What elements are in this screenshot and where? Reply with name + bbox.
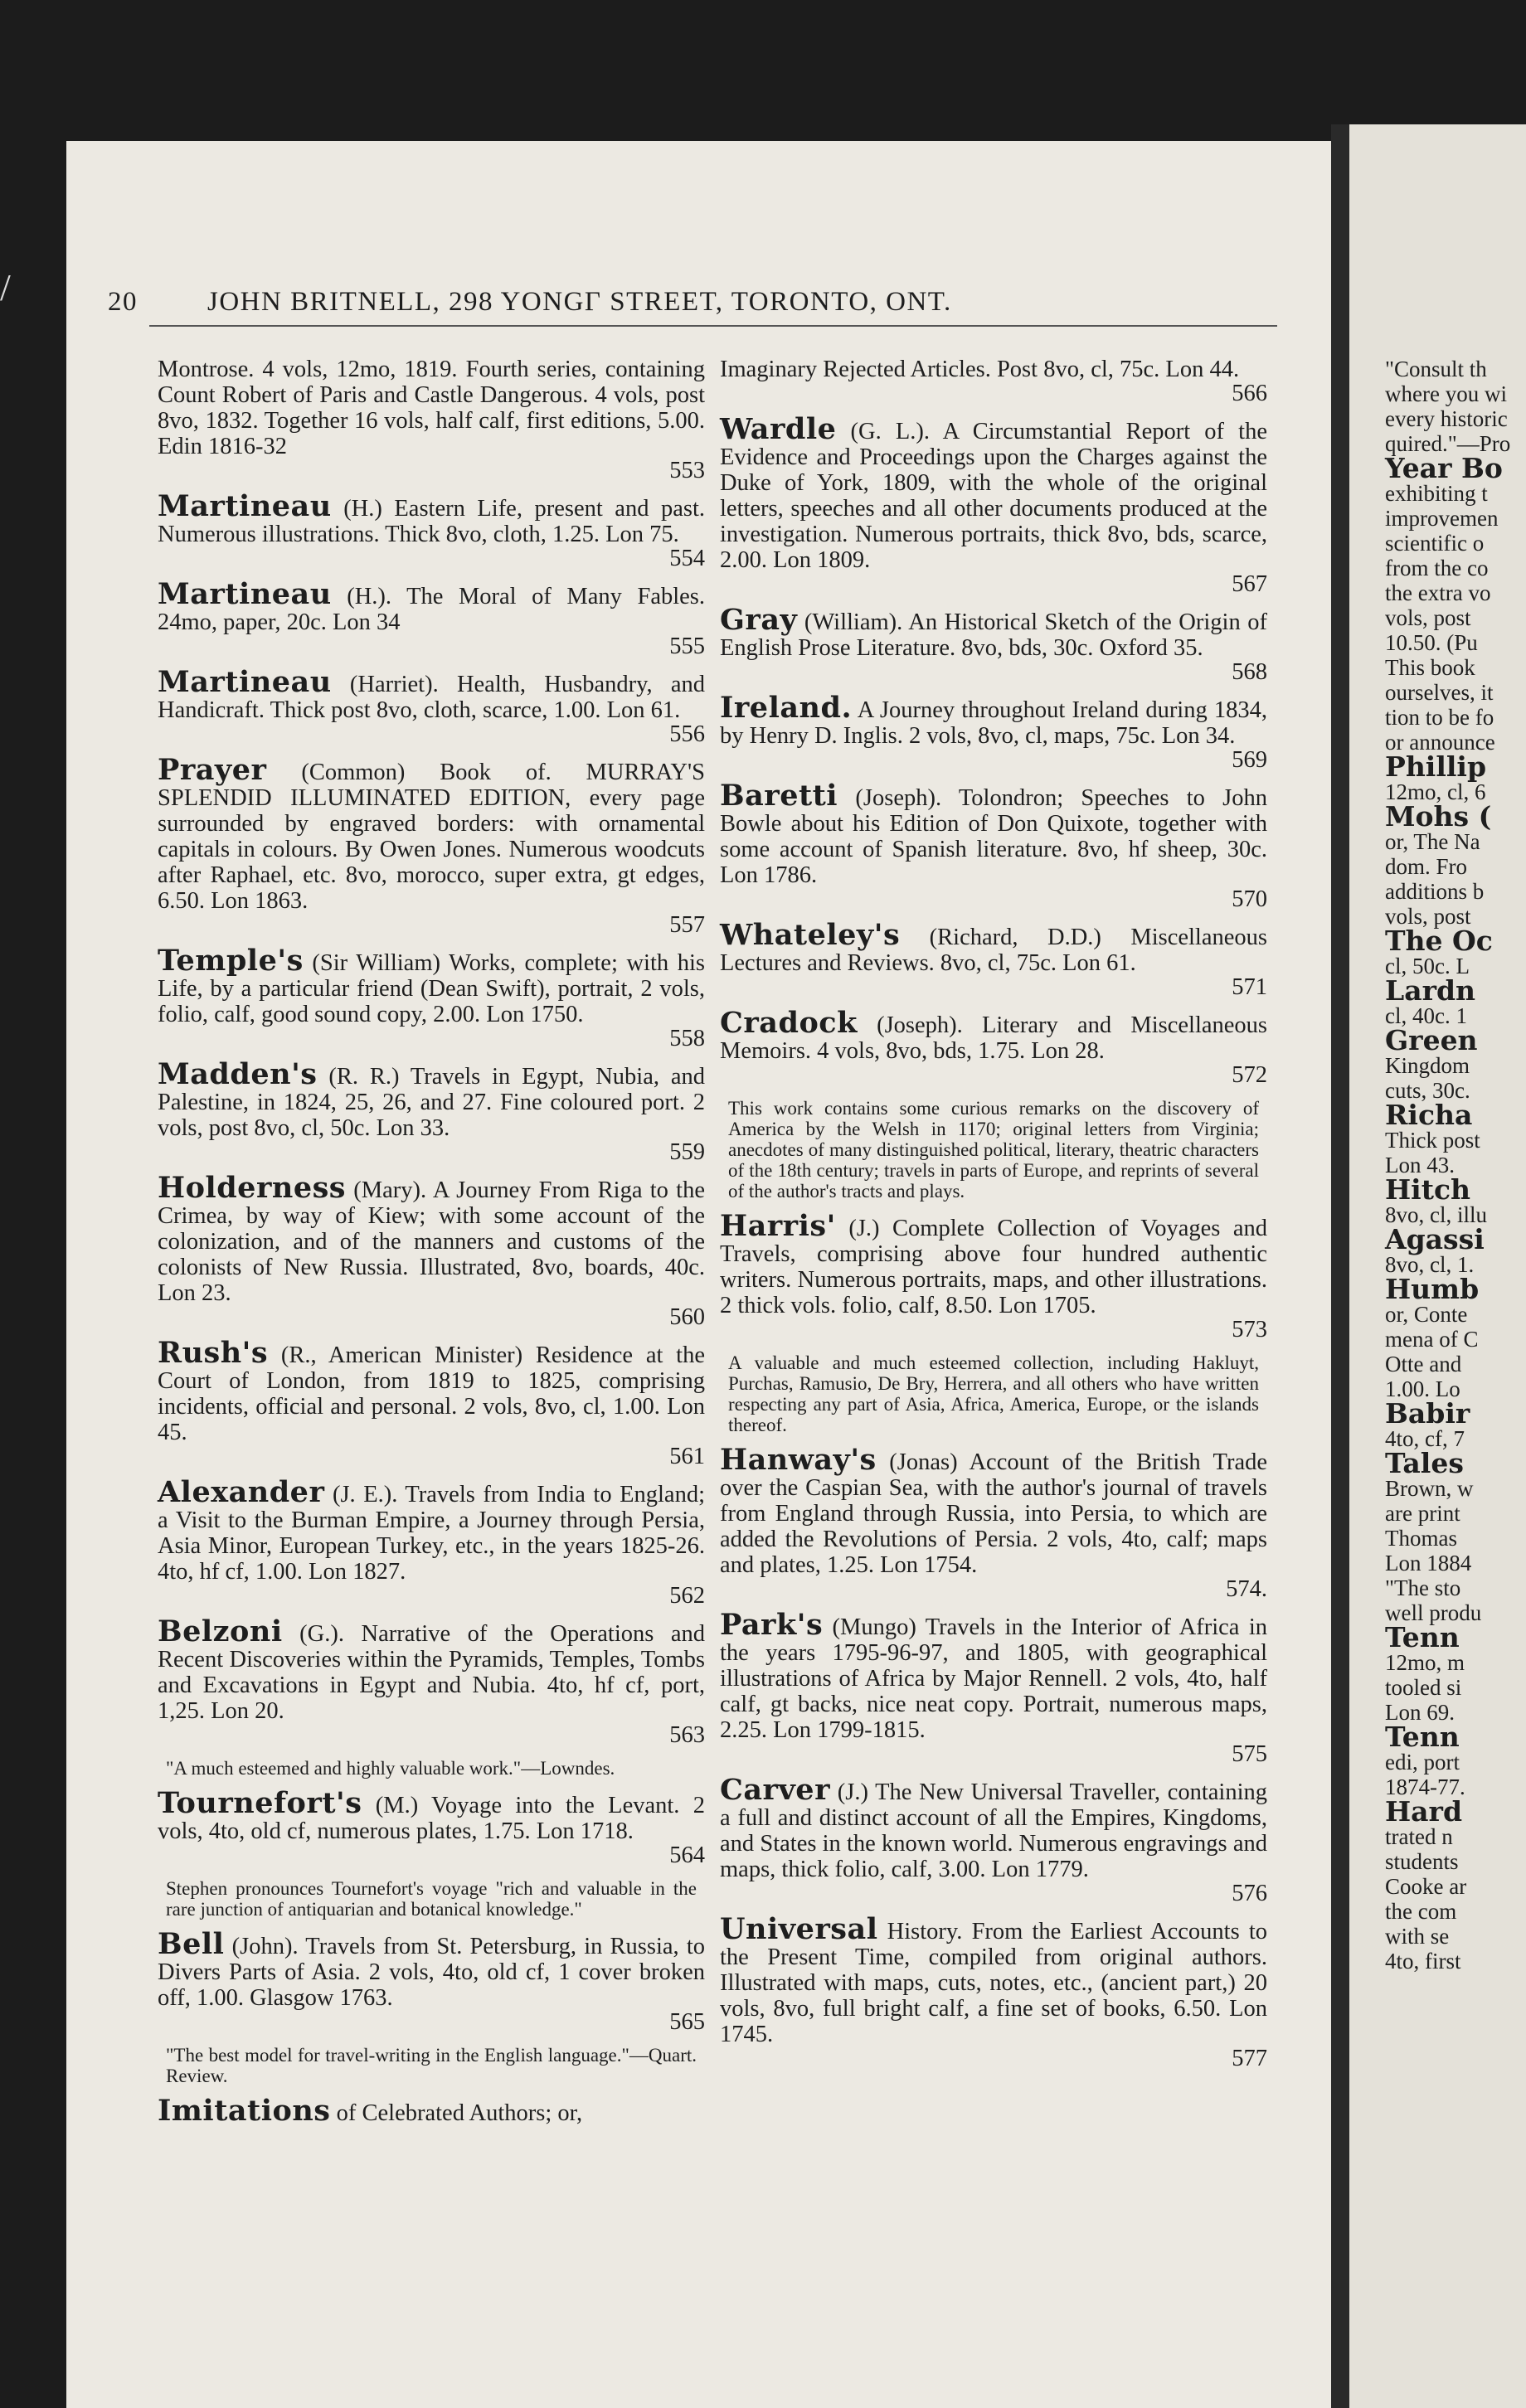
right-column [720,357,1267,2081]
side-page-fragment: Richa [1385,1099,1473,1131]
catalog-entry [720,691,1267,773]
side-page-fragment: "Consult th [1385,357,1487,381]
side-page-fragment: "The sto [1385,1575,1461,1600]
side-page-fragment: mena of C [1385,1327,1479,1352]
entry-description: (J. E.). Travels from India to England; a Visit to the Burman Empire, a Journey through Persia, Asia Minor, European Turkey, etc., in the years 1825-26. 4to, hf cf, 1.00. Lon 1827. [158,1482,706,1585]
entry-heading: Universal [720,1912,878,1946]
side-page-fragment: vols, post [1385,904,1471,929]
catalog-entry [158,357,705,483]
side-page-fragment: Phillip [1385,750,1487,783]
entry-description: A Journey throughout Ireland during 1834, by Henry D. Inglis. 2 vols, 8vo, cl, maps, 75c. Lon 34. [720,697,1267,749]
entry-heading: Prayer [158,753,267,787]
entry-number: 559 [669,1139,705,1165]
entry-heading: Martineau [158,577,332,611]
catalog-entry [158,1475,706,1609]
side-page-fragment: quired."—Pro [1385,431,1511,456]
entry-description: History. From the Earliest Accounts to the Present Time, compiled from original authors. Illustrated with maps, cuts, notes, etc., (ancient part,) 20 vols, 8vo, full bright calf, a fine set of books, 6.50. Lon 1745. [720,1919,1268,2047]
side-page-fragment: from the co [1385,556,1489,580]
catalog-entry [720,1773,1267,1906]
entry-description: (H.) Eastern Life, present and past. Numerous illustrations. Thick 8vo, cloth, 1.25. Lon 75. [158,496,705,547]
entry-number: 563 [669,1722,705,1748]
side-page-fragment: Mohs ( [1385,800,1492,833]
side-page-fragment: Brown, w [1385,1476,1474,1501]
entry-number: 564 [669,1842,705,1868]
entry-description: (John). Travels from St. Petersburg, in Russia, to Divers Parts of Asia. 2 vols, 4to, old cf, 1 cover broken off, 1.00. Glasgow 1763. [158,1934,706,2011]
entry-number: 560 [669,1304,705,1330]
catalog-entry [158,489,705,571]
entry-heading: Madden's [158,1057,318,1091]
entry-heading: Gray [720,603,798,637]
catalog-entry [720,412,1267,597]
side-page-fragment: 12mo, cl, 6 [1385,779,1486,804]
side-page-fragment: 12mo, m [1385,1650,1465,1675]
entry-number: 565 [669,2009,705,2035]
side-page-fragment: Hard [1385,1795,1463,1828]
entry-description: Imaginary Rejected Articles. Post 8vo, cl, 75c. Lon 44. [720,357,1240,382]
entry-description: (Joseph). Literary and Miscellaneous Memoirs. 4 vols, 8vo, bds, 1.75. Lon 28. [720,1012,1268,1064]
entry-description: (G.). Narrative of the Operations and Recent Discoveries within the Pyramids, Temples, Tombs and Excavations in Egypt and Nubia. 4to, hf cf, port, 1,25. Lon 20. [158,1621,706,1724]
entry-heading: Holderness [158,1171,347,1205]
side-page-fragment: Tenn [1385,1721,1460,1753]
side-page-fragment: additions b [1385,879,1485,904]
header-rule [149,325,1277,327]
entry-heading: Whateley's [720,918,901,952]
side-page-fragment: 8vo, cl, illu [1385,1202,1487,1227]
entry-heading: Temple's [158,944,304,978]
catalog-entry [158,665,705,747]
entry-number: 573 [1232,1317,1267,1342]
side-page-fragment: Tenn [1385,1621,1460,1653]
side-page-fragment: Hitch [1385,1173,1471,1206]
entry-number: 568 [1232,659,1267,685]
entry-number: 574. [1226,1576,1267,1602]
catalog-entry [720,357,1267,406]
entry-number: 575 [1232,1741,1267,1767]
book-gutter [1331,124,1349,2408]
entry-heading: Alexander [158,1475,325,1509]
catalog-entry [158,577,706,659]
entry-number: 570 [1232,886,1267,912]
entry-description: (Common) Book of. MURRAY'S SPLENDID ILLUMINATED EDITION, every page surrounded by engraved borders: with ornamental capitals in colours. By Owen Jones. Numerous woodcuts after Raphael, etc. 8vo, morocco, super extra, gt edges, 6.50. Lon 1863. [158,760,706,914]
left-column [158,357,705,2136]
entry-description: Montrose. 4 vols, 12mo, 1819. Fourth series, containing Count Robert of Paris and Castle Dangerous. 4 vols, post 8vo, 1832. Together 16 vols, half calf, first editions, 5.00. Edin 1816-32 [158,357,705,459]
entry-description: (H.). The Moral of Many Fables. 24mo, paper, 20c. Lon 34 [158,584,706,635]
side-page-fragment: Lon 69. [1385,1700,1455,1725]
side-page-fragment: vols, post [1385,605,1471,630]
entry-heading: Harris' [720,1209,836,1243]
entry-heading: Bell [158,1927,225,1961]
entry-description: (M.) Voyage into the Levant. 2 vols, 4to, old cf, numerous plates, 1.75. Lon 1718. [158,1793,706,1844]
entry-heading: Hanway's [720,1443,877,1477]
side-page-fragment: students [1385,1849,1459,1874]
entry-number: 566 [1232,381,1267,406]
catalog-entry [158,944,705,1051]
catalog-entry [158,753,706,938]
entry-heading: Wardle [720,412,837,446]
entry-number: 557 [669,912,705,938]
side-page-fragment: Lardn [1385,974,1476,1007]
entry-description: (J.) Complete Collection of Voyages and Travels, comprising above four hundred authentic writers. Numerous portraits, maps, and other illustrations. 2 thick vols. folio, calf, 8.50. Lon 1705. [720,1216,1267,1318]
side-page-fragment: 4to, first [1385,1949,1461,1973]
side-page-fragment: Babir [1385,1397,1470,1430]
entry-description: (J.) The New Universal Traveller, containing a full and distinct account of all the Empires, Kingdoms, and States in the known world. Numerous engravings and maps, thick folio, calf, 3.00. Lon 1779. [720,1779,1267,1882]
catalog-entry [720,779,1268,912]
entry-description: (William). An Historical Sketch of the Origin of English Prose Literature. 8vo, bds, 30c. Oxford 35. [720,609,1267,661]
side-page-fragment: Thomas [1385,1526,1457,1551]
side-page-fragment: Lon 43. [1385,1153,1455,1177]
side-page-fragment: This book [1385,655,1475,680]
entry-number: 561 [669,1444,705,1469]
catalog-entry [720,1608,1267,1767]
side-page-fragment: with se [1385,1924,1450,1949]
entry-heading: Martineau [158,665,332,699]
entry-heading: Tournefort's [158,1786,362,1820]
side-page-fragment: dom. Fro [1385,854,1468,879]
side-page-fragment: Agassi [1385,1223,1485,1255]
side-page-fragment: Thick post [1385,1128,1480,1153]
side-page-fragment: well produ [1385,1600,1482,1625]
entry-description: (Jonas) Account of the British Trade over the Caspian Sea, with the author's journal of travels from England through Russia, into Persia, to which are added the Revolutions of Persia. 2 vols, 4to, calf; maps and plates, 1.25. Lon 1754. [720,1449,1267,1578]
catalog-entry [720,603,1267,685]
side-page-fragment: Humb [1385,1273,1480,1305]
side-page-fragment: where you wi [1385,381,1507,406]
catalog-entry [720,1209,1267,1342]
entry-heading: Park's [720,1608,824,1642]
entry-heading: Belzoni [158,1614,283,1648]
side-page-fragment: every historic [1385,406,1508,431]
entry-number: 571 [1232,974,1267,1000]
catalog-entry [158,1057,705,1165]
catalog-entry [720,918,1267,1000]
entry-description: of Celebrated Authors; or, [336,2100,583,2126]
side-page-fragment: are print [1385,1501,1460,1526]
page-title: JOHN BRITNELL, 298 YONGΓ STREET, TORONTO, ONT. [207,287,952,317]
side-page-fragment: 10.50. (Pu [1385,630,1478,655]
entry-description: (R., American Minister) Residence at the Court of London, from 1819 to 1825, comprising incidents, official and personal. 2 vols, 8vo, cl, 1.00. Lon 45. [158,1342,705,1445]
entry-note: A valuable and much esteemed collection, including Hakluyt, Purchas, Ramusio, De Bry, Herrera, and all others who have written respecting any part of Asia, Africa, America, Europe, or the islands thereof. [728,1352,1259,1435]
side-page-fragment: exhibiting t [1385,481,1488,506]
entry-description: (Mary). A Journey From Riga to the Crimea, by way of Kiew; with some account of the colonization, and of the manners and customs of the colonists of New Russia. Illustrated, 8vo, boards, 40c. Lon 23. [158,1177,705,1306]
entry-description: (R. R.) Travels in Egypt, Nubia, and Palestine, in 1824, 25, 26, and 27. Fine coloured port. 2 vols, post 8vo, cl, 50c. Lon 33. [158,1064,705,1141]
page-header [108,287,1285,318]
side-page-fragment: 1.00. Lo [1385,1376,1460,1401]
catalog-entry [158,2094,705,2128]
entry-number: 553 [669,458,705,483]
catalog-entry [158,1614,706,1748]
entry-number: 558 [669,1026,705,1051]
side-page-fragment: Otte and [1385,1352,1462,1376]
entry-number: 576 [1232,1881,1267,1906]
entry-description: (Sir William) Works, complete; with his Life, by a particular friend (Dean Swift), portrait, 2 vols, folio, calf, good sound copy, 2.00. Lon 1750. [158,950,705,1027]
entry-heading: Baretti [720,779,838,813]
page-number: 20 [108,287,138,317]
side-page-fragment: Kingdom [1385,1053,1470,1078]
side-page-fragment: cl, 40c. 1 [1385,1003,1467,1028]
margin-mark: / [0,266,11,308]
side-page-fragment: edi, port [1385,1750,1460,1774]
entry-number: 569 [1232,747,1267,773]
entry-description: (G. L.). A Circumstantial Report of the Evidence and Proceedings upon the Charges against the Duke of York, 1809, with the whole of the original letters, speeches and all other documents produced at the investigation. Numerous portraits, thick 8vo, bds, scarce, 2.00. Lon 1809. [720,419,1267,573]
entry-number: 556 [669,721,705,747]
entry-heading: Rush's [158,1336,269,1370]
catalog-entry [158,1927,706,2035]
side-page-fragment: ourselves, it [1385,680,1494,705]
entry-note: This work contains some curious remarks on the discovery of America by the Welsh in 1170; original letters from Virginia; anecdotes of many distinguished political, literary, theatric characters of the 18th century; travels in parts of Europe, and reprints of several of the author's tracts and plays. [728,1098,1259,1202]
side-page-fragment: Lon 1884 [1385,1551,1472,1575]
entry-heading: Martineau [158,489,332,523]
entry-number: 572 [1232,1062,1267,1088]
catalog-entry [720,1006,1268,1088]
side-page-column [1385,357,1526,1973]
side-page-fragment: 1874-77. [1385,1774,1465,1799]
entry-number: 555 [669,634,705,659]
entry-number: 577 [1232,2046,1267,2071]
side-page-fragment: or, Conte [1385,1302,1468,1327]
entry-heading: Cradock [720,1006,858,1040]
catalog-entry [720,1912,1268,2071]
catalog-entry [720,1443,1267,1602]
entry-heading: Carver [720,1773,831,1807]
side-page-fragment: or announce [1385,730,1495,755]
entry-description: (Mungo) Travels in the Interior of Africa in the years 1795-96-97, and 1805, with geographical illustrations of Africa by Major Rennell. 2 vols, 4to, half calf, gt backs, nice neat copy. Portrait, numerous maps, 2.25. Lon 1799-1815. [720,1614,1267,1743]
entry-number: 554 [669,546,705,571]
side-page-fragment: Cooke ar [1385,1874,1467,1899]
side-page-fragment: Tales [1385,1447,1464,1479]
side-page-fragment: scientific o [1385,531,1485,556]
side-page-fragment: improvemen [1385,506,1499,531]
entry-note: "The best model for travel-writing in the English language."—Quart. Review. [166,2045,697,2086]
side-page-fragment: The Oc [1385,925,1493,957]
entry-description: (Harriet). Health, Husbandry, and Handicraft. Thick post 8vo, cloth, scarce, 1.00. Lon 61. [158,672,705,723]
entry-note: Stephen pronounces Tournefort's voyage "rich and valuable in the rare junction of antiquarian and botanical knowledge." [166,1878,697,1920]
entry-heading: Imitations [158,2094,331,2128]
side-page-fragment: trated n [1385,1824,1453,1849]
catalog-entry [158,1171,705,1330]
entry-description: (Joseph). Tolondron; Speeches to John Bowle about his Edition of Don Quixote, together with some account of Spanish literature. 8vo, hf sheep, 30c. Lon 1786. [720,785,1268,888]
side-page-fragment: cuts, 30c. [1385,1078,1470,1103]
side-page-fragment: 4to, cf, 7 [1385,1426,1465,1451]
entry-note: "A much esteemed and highly valuable work."—Lowndes. [166,1758,615,1779]
side-page-fragment: tion to be fo [1385,705,1494,730]
side-page-fragment: the extra vo [1385,580,1491,605]
side-page-fragment: the com [1385,1899,1457,1924]
side-page-fragment: Green [1385,1024,1478,1056]
side-page-fragment: tooled si [1385,1675,1462,1700]
side-page-fragment: Year Bo [1385,452,1503,484]
entry-description: (Richard, D.D.) Miscellaneous Lectures and Reviews. 8vo, cl, 75c. Lon 61. [720,925,1267,976]
catalog-entry [158,1786,706,1868]
side-page-fragment: 8vo, cl, 1. [1385,1252,1475,1277]
entry-number: 562 [669,1583,705,1609]
entry-heading: Ireland. [720,691,853,725]
catalog-entry [158,1336,705,1469]
entry-number: 567 [1232,571,1267,597]
side-page-fragment: cl, 50c. L [1385,954,1470,978]
side-page-fragment: or, The Na [1385,829,1480,854]
